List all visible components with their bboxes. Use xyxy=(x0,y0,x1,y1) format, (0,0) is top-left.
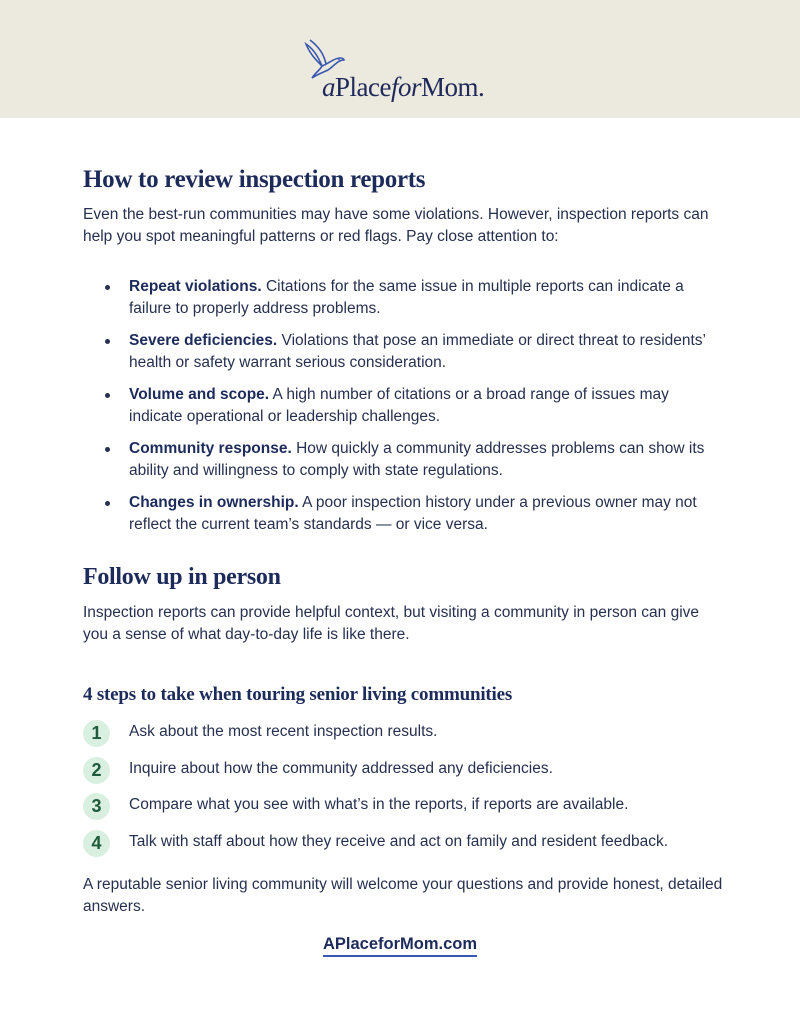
step-text: Inquire about how the community addressed any deficiencies. xyxy=(129,759,553,777)
step-number-badge: 1 xyxy=(83,720,110,747)
step-text: Ask about the most recent inspection results. xyxy=(129,723,438,740)
list-item: Repeat violations. Citations for the same issue in multiple reports can indicate a failure to properly address problems. xyxy=(83,276,723,320)
footer xyxy=(0,935,800,954)
section-title-follow-up: Follow up in person xyxy=(83,564,281,590)
step-item xyxy=(83,720,723,757)
list-item: Severe deficiencies. Violations that pose an immediate or direct threat to residents’ health or safety warrant serious consideration. xyxy=(83,330,723,374)
section-intro-follow-up: Inspection reports can provide helpful context, but visiting a community in person can give you a sense of what day-to-day life is like there. xyxy=(83,604,700,643)
closing-paragraph: A reputable senior living community will welcome your questions and provide honest, detailed answers. xyxy=(83,876,723,915)
inspection-bullet-list xyxy=(83,276,723,546)
step-item xyxy=(83,830,723,867)
step-text: Talk with staff about how they receive and act on family and resident feedback. xyxy=(129,832,669,850)
step-item xyxy=(83,793,723,830)
website-link[interactable]: APlaceforMom.com xyxy=(323,935,477,957)
list-item: Changes in ownership. A poor inspection history under a previous owner may not reflect the current team’s standards — or vice versa. xyxy=(83,492,723,536)
list-item: Volume and scope. A high number of citations or a broad range of issues may indicate operational or leadership challenges. xyxy=(83,384,723,428)
section-intro-inspection: Even the best-run communities may have some violations. However, inspection reports can help you spot meaningful patterns or red flags. Pay close attention to: xyxy=(83,206,709,245)
step-text: Compare what you see with what’s in the reports, if reports are available. xyxy=(129,796,629,813)
section-title-inspection: How to review inspection reports xyxy=(83,166,426,193)
step-item xyxy=(83,757,723,794)
brand-logo[interactable] xyxy=(300,36,500,106)
steps-list xyxy=(83,720,723,866)
page-header xyxy=(0,0,800,118)
step-number-badge: 3 xyxy=(83,793,110,820)
brand-wordmark: aPlaceforMom. xyxy=(322,72,485,102)
section-title-steps: 4 steps to take when touring senior living communities xyxy=(83,684,513,705)
step-number-badge: 4 xyxy=(83,830,110,857)
list-item: Community response. How quickly a community addresses problems can show its ability and willingness to comply with state regulations. xyxy=(83,438,723,482)
step-number-badge: 2 xyxy=(83,757,110,784)
